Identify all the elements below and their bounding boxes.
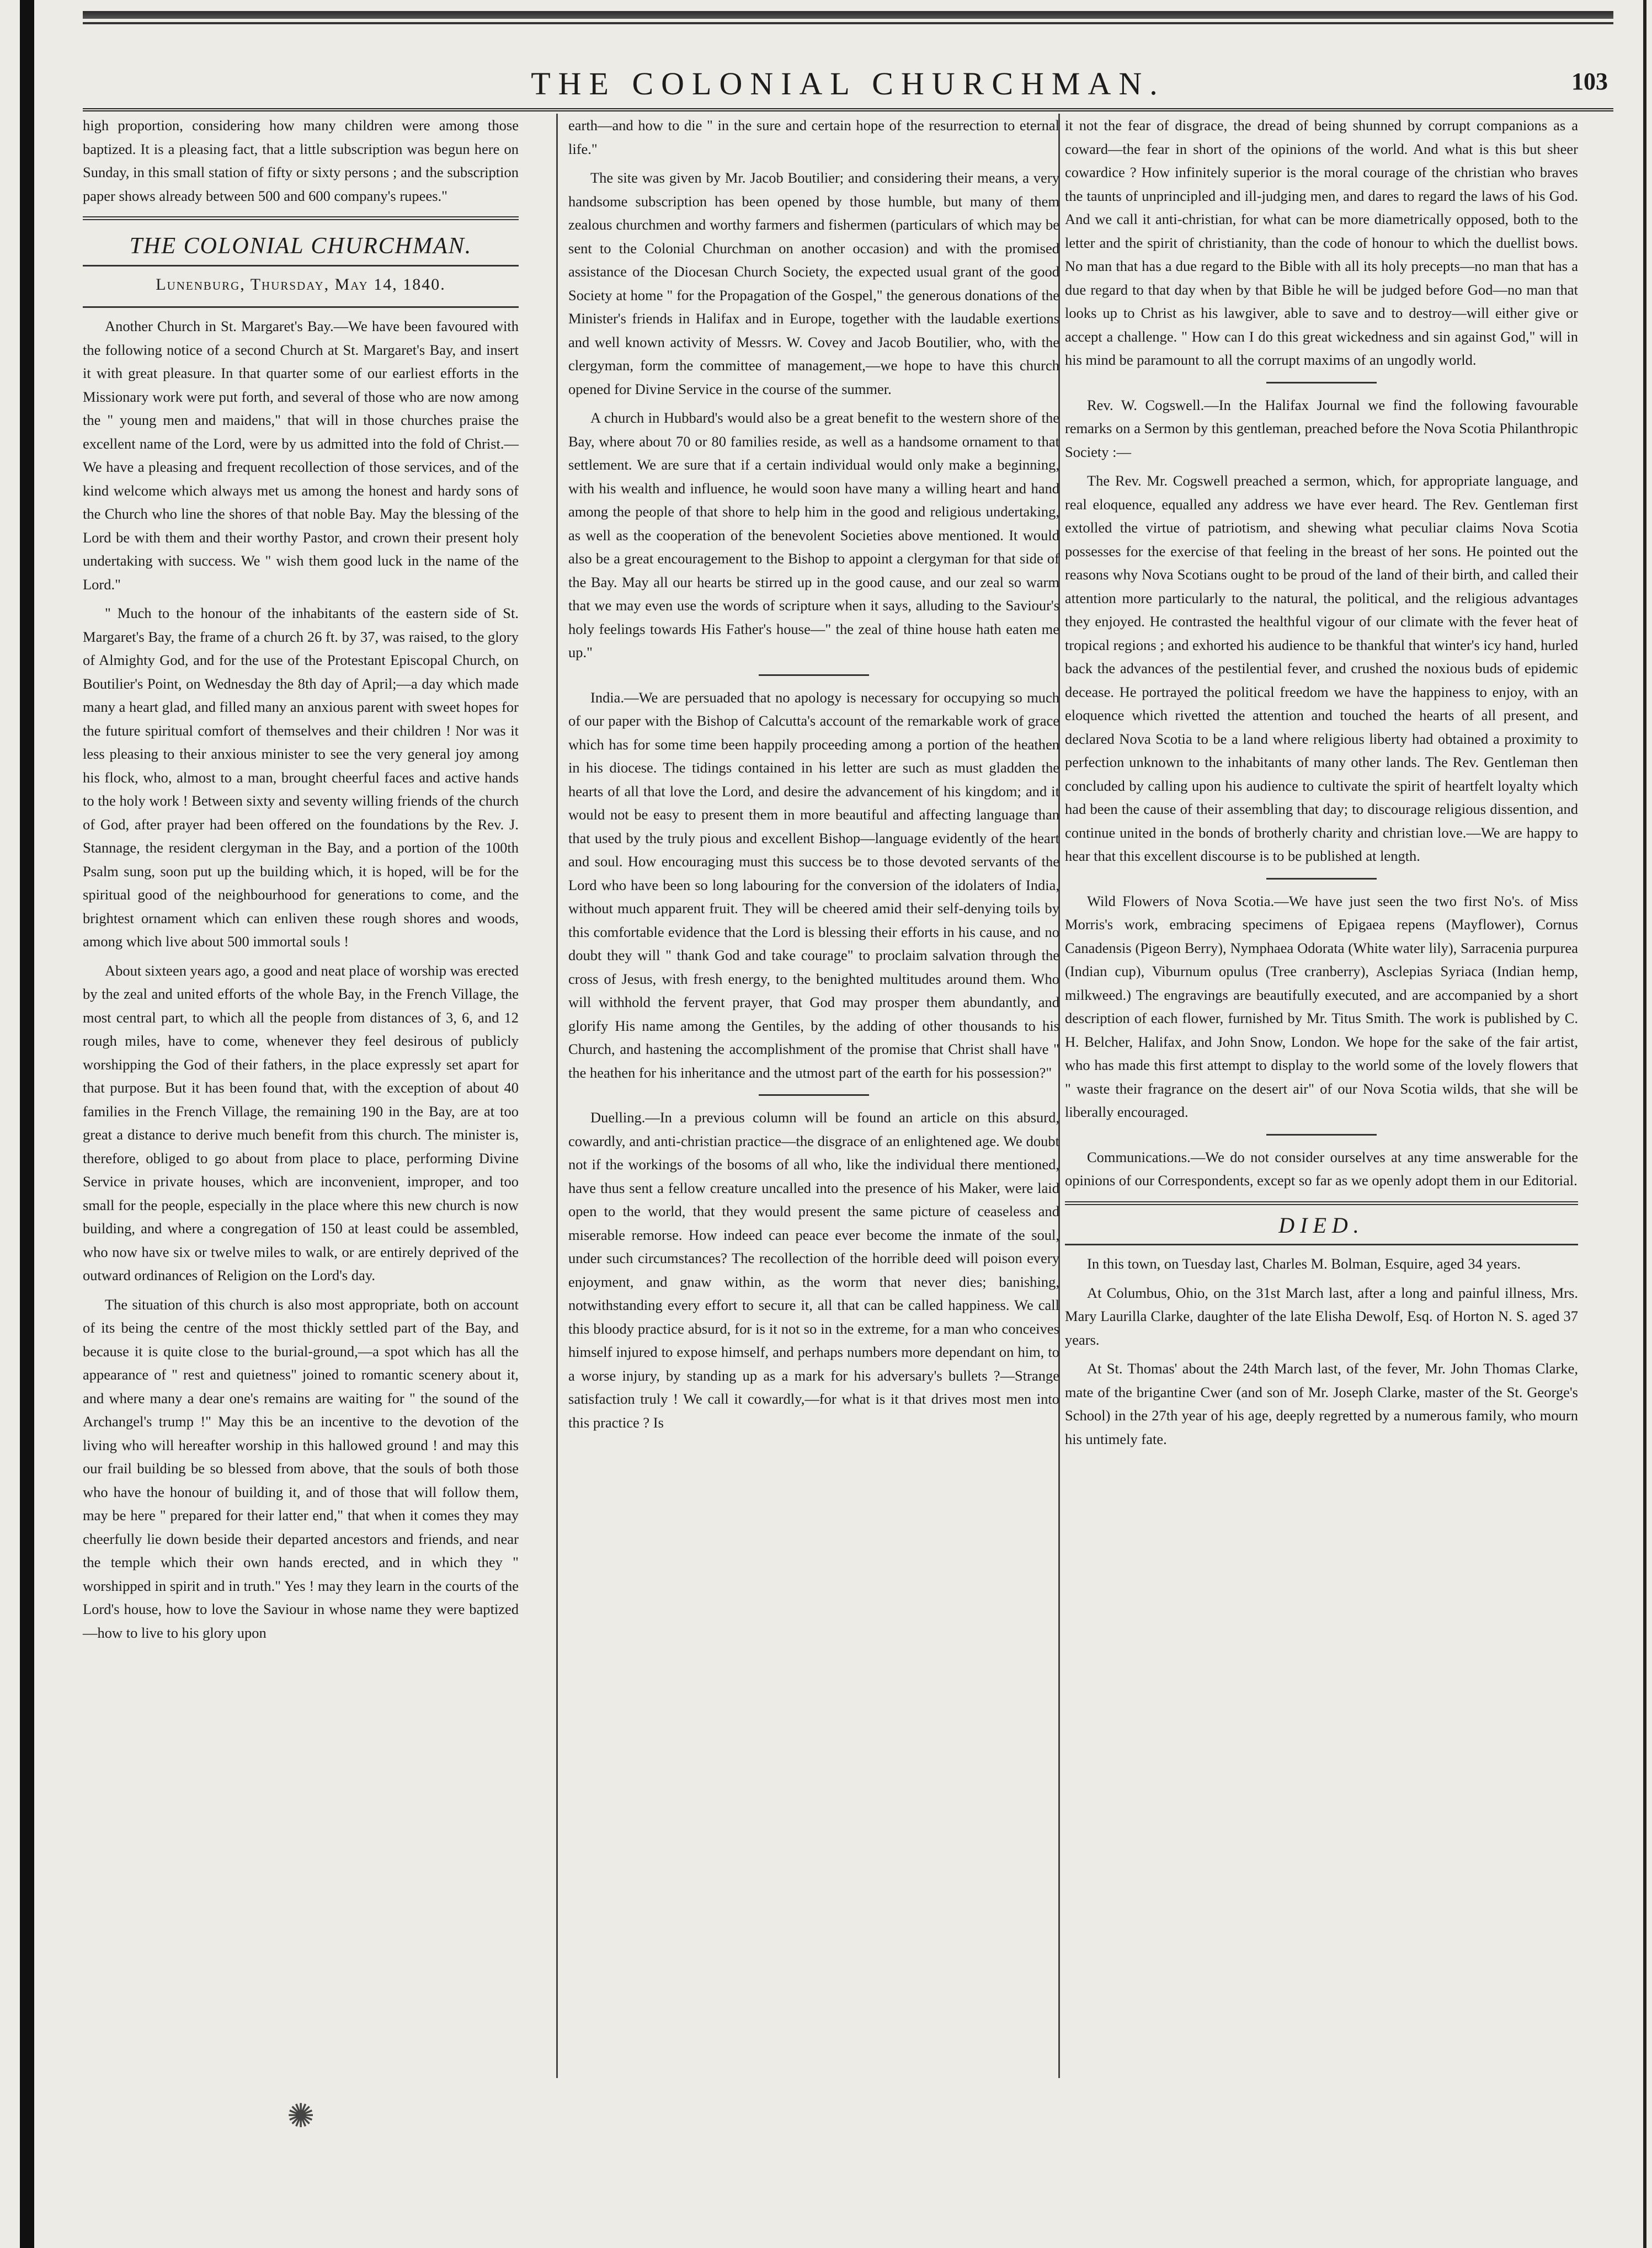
divider [1266, 382, 1377, 383]
article-continuation: high proportion, considering how many children were among those baptized. It is a pleasing fact, that a little subscription was begun here on Sunday, in this small station of fifty or sixty persons ; and the subscription paper shows already between 500 and 600 company's rupees." [83, 117, 519, 204]
editorial-masthead: THE COLONIAL CHURCHMAN. [129, 233, 472, 259]
top-ornament-rule [83, 11, 1613, 19]
article-paragraph: it not the fear of disgrace, the dread of being shunned by corrupt companions as a coward—the fear in short of the opinions of the world. And what is this but sheer cowardice ? How infinitely superior is the moral courage of the christian who braves the taunts of unprincipled and ill-judging men, and dares to regard the laws of his God. And we call it anti-christian, for what can be more diametrically opposed, both to the letter and the spirit of christianity, than the code of honour to which the duellist bows. No man that has a due regard to the Bible with all its holy precepts—no man that has a due regard to that day when by that Bible he will be judged before God—no man that looks up to Christ as his lawgiver, able to save and to destroy—will either give or accept a challenge. " How can I do this great wickedness and sin against God," will in his mind be paramount to all the corrupt maxims of an ungodly world. [1065, 117, 1578, 368]
obituary: At St. Thomas' about the 24th March last, of the fever, Mr. John Thomas Clarke, mate of the brigantine Cwer (and son of Mr. Joseph Clarke, master of the St. George's School) in the 27th year of his age, deeply regretted by a numerous family, who mourn his untimely fate. [1065, 1360, 1578, 1447]
divider [1065, 1201, 1578, 1205]
divider [83, 306, 519, 308]
top-thin-rule [83, 22, 1613, 24]
article-cogswell: Rev. W. Cogswell.—In the Halifax Journal we find the following favourable remarks on a Sermon by this gentleman, preached before the Nova Scotia Philanthropic Society :— [1065, 396, 1578, 460]
article-paragraph: earth—and how to die " in the sure and certain hope of the resurrection to eternal life." [568, 117, 1059, 157]
divider [759, 1094, 869, 1096]
article-wild-flowers: Wild Flowers of Nova Scotia.—We have just seen the two first No's. of Miss Morris's work, embracing specimens of Epigaea repens (Mayflower), Cornus Canadensis (Pigeon Berry), Nymphaea Odorata (White water lily), Sarracenia purpurea (Indian cup), Viburnum opulus (Tree cranberry), Asclepias Syriaca (Indian hemp, milkweed.) The engravings are beautifully executed, and are accompanied by a short description of each flower, furnished by Mr. Titus Smith. The work is published by C. H. Belcher, Halifax, and John Snow, London. We hope for the sake of the fair artist, who has made this first attempt to display to the world some of the lovely flowers that " waste their fragrance on the desert air" of our Nova Scotia wilds, that she will be liberally encouraged. [1065, 892, 1578, 1120]
article-paragraph: " Much to the honour of the inhabitants of the eastern side of St. Margaret's Bay, the frame of a church 26 ft. by 37, was raised, to the glory of Almighty God, and for the use of the Protestant Episcopal Church, on Boutilier's Point, on Wednesday the 8th day of April;—a day which made many a heart glad, and filled many an anxious parent with sweet hopes for the future spiritual comfort of themselves and their children ! Nor was it less pleasing to their anxious minister to see the very general joy among his flock, who, almost to a man, brought cheerful faces and active hands to the holy work ! Between sixty and seventy willing friends of the church of God, after prayer had been offered on the foundations by the Rev. J. Stannage, the resident clergyman in the Bay, and a portion of the 100th Psalm sung, soon put up the building which, it is hoped, will be for the spiritual good of the neighbourhood for generations to come, and the brightest ornament which can enliven these rough shores and woods, among which live about 500 immortal souls ! [83, 605, 519, 950]
article-communications: Communications.—We do not consider ourselves at any time answerable for the opinions of our Correspondents, except so far as we openly adopt them in our Editorial. [1065, 1148, 1578, 1189]
obituary: At Columbus, Ohio, on the 31st March last, after a long and painful illness, Mrs. Mary Laurilla Clarke, daughter of the late Elisha Dewolf, Esq. of Horton N. S. aged 37 years. [1065, 1284, 1578, 1348]
article-paragraph: About sixteen years ago, a good and neat place of worship was erected by the zeal and united efforts of the whole Bay, in the French Village, the most central part, to which all the people from distances of 3, 6, and 12 rough miles, have to come, whenever they feel desirous of publicly worshipping the God of their fathers, in the place expressly set apart for that purpose. But it has been found that, with the exception of about 40 families in the French Village, the remaining 190 in the Bay, are at too great a distance to derive much benefit from this church. The minister is, therefore, obliged to go about from place to place, performing Divine Service in private houses, which are inconvenient, improper, and too small for the people, especially in the place where this new church is now building, and where a congregation of 150 at least could be assembled, who now have six or twelve miles to walk, or are entirely deprived of the outward ordinances of Religion on the Lord's day. [83, 962, 519, 1283]
divider [1266, 1134, 1377, 1136]
page-header [83, 62, 1613, 111]
obituary: In this town, on Tuesday last, Charles M. Bolman, Esquire, aged 34 years. [1087, 1255, 1521, 1272]
column-2 [568, 114, 1059, 1440]
article-paragraph: A church in Hubbard's would also be a great benefit to the western shore of the Bay, where about 70 or 80 families reside, as well as a handsome ornament to that settlement. We are sure that if a certain individual would only make a beginning, with his wealth and influence, he would soon have many a willing heart and hand among the people of that shore to help him in the good and religious undertaking, as well as the cooperation of the benevolent Societies above mentioned. It would also be a great encouragement to the Bishop to appoint a clergyman for that side of the Bay. May all our hearts be stirred up in the good cause, and our zeal so warm that we may even use the words of scripture when it says, alluding to the Saviour's holy feelings towards His Father's house—" the zeal of thine house hath eaten me up." [568, 409, 1059, 660]
binding-spine [20, 0, 34, 2248]
article-paragraph: The site was given by Mr. Jacob Boutilier; and considering their means, a very handsome subscription has been opened by those humble, but many of them zealous churchmen and worthy farmers and fishermen (particulars of which may be sent to the Colonial Churchman on another occasion) and with the promised assistance of the Diocesan Church Society, the expected usual grant of the good Society at home " for the Propagation of the Gospel," the generous donations of the Minister's friends in Halifax and in Europe, together with the laudable exertions and well known activity of Messrs. W. Covey and Jacob Boutilier, who, with the clergyman, form the committee of management,—we hope to have this church opened for Divine Service in the course of the summer. [568, 169, 1059, 397]
column-divider-1 [556, 114, 558, 2078]
article-paragraph: The Rev. Mr. Cogswell preached a sermon, which, for appropriate language, and real eloquence, equalled any address we have ever heard. The Rev. Gentleman first extolled the virtue of patriotism, and shewing what peculiar claims Nova Scotia possesses for the exercise of that feeling in the breast of her sons. He pointed out the reasons why Nova Scotians ought to be proud of the land of their birth, and called their attention more particularly to the natural, the political, and the religious advantages they enjoyed. He contrasted the healthful vigour of our climate with the fever heat of tropical regions ; and exhorted his audience to be thankful that winter's icy hand, hurled back the advances of the pestilential fever, and crushed the noxious buds of epidemic decease. He portrayed the political freedom we have the happiness to enjoy, with an eloquence which rivetted the attention and touched the hearts of all present, and declared Nova Scotia to be a land where religious liberty had obtained a proximity to perfection unknown to the inhabitants of many other lands. The Rev. Gentleman then concluded by calling upon his audience to cultivate the spirit of heartfelt loyalty which had been the cause of their assembling that day; to discourage religious dissention, and continue united in the bonds of brotherly charity and christian love.—We are happy to hear that this excellent discourse is to be published at length. [1065, 472, 1578, 864]
newspaper-title: THE COLONIAL CHURCHMAN. [531, 66, 1165, 102]
divider [83, 265, 519, 267]
divider [759, 674, 869, 676]
died-heading: DIED. [1278, 1212, 1365, 1238]
column-1 [83, 114, 519, 1650]
divider [1065, 1244, 1578, 1245]
dateline: Lunenburg, Thursday, May 14, 1840. [156, 275, 446, 294]
article-duelling: Duelling.—In a previous column will be found an article on this absurd, cowardly, and anti-christian practice—the disgrace of an enlightened age. We doubt not if the workings of the bosoms of all who, like the individual there mentioned, have thus sent a fellow creature uncalled into the presence of his Maker, were laid open to the world, that they would present the same picture of ceaseless and miserable remorse. How indeed can peace ever become the inmate of the soul, under such circumstances? The recollection of the horrible deed will poison every enjoyment, and gnaw within, as the worm that never dies; banishing, notwithstanding every effort to secure it, all that can be called happiness. We call this bloody practice absurd, for is it not so in the extreme, for a man who conceives himself injured to expose himself, and perhaps numbers more dependant on him, to a worse injury, by standing up as a mark for his adversary's bullets ?—Strange satisfaction truly ! We call it cowardly,—for what is it that drives most men into this practice ? Is [568, 1109, 1059, 1431]
divider [1266, 878, 1377, 880]
article-india: India.—We are persuaded that no apology is necessary for occupying so much of our paper with the Bishop of Calcutta's account of the remarkable work of grace which has for some time been happily proceeding among a portion of the heathen in his diocese. The tidings contained in his letter are such as must gladden the hearts of all that love the Lord, and desire the advancement of his kingdom; and it would not be easy to present them in more beautiful and affecting language than that used by the truly pious and excellent Bishop—language evidently of the heart and soul. How encouraging must this success be to those devoted servants of the Lord who have been so long labouring for the conversion of the idolaters of India, without much apparent fruit. They will be cheered amid their self-denying toils by this comfortable evidence that the Lord is blessing their efforts in his cause, and no doubt they will " thank God and take courage" to proclaim salvation through the cross of Jesus, with fresh energy, to the benighted multitudes around them. Who will withhold the fervent prayer, that God may prosper them abundantly, and glorify His name among the Gentiles, by the adding of other thousands to his Church, and hastening the accomplishment of the promise that Christ shall have " the heathen for his inheritance and the utmost part of the earth for his possession?" [568, 689, 1059, 1081]
page-edge [1643, 0, 1646, 2248]
column-3 [1065, 114, 1578, 1456]
ink-blot-icon: ✺ [287, 2098, 315, 2134]
article-paragraph: The situation of this church is also most appropriate, both on account of its being the centre of the most thickly settled part of the Bay, and because it is quite close to the burial-ground,—a spot which has all the appearance of " rest and quietness" joined to romantic scenery about it, and where many a dear one's remains are waiting for " the sound of the Archangel's trump !" May this be an incentive to the devotion of the living who will hereafter worship in this hallowed ground ! and may this our frail building be so blessed from above, that the souls of both those who have the honour of building it, and of those that will follow them, may be here " prepared for their latter end," that when it comes they may cheerfully lie down beside their departed ancestors and friends, and near the temple which their own hands erected, and in which they " worshipped in spirit and in truth." Yes ! may they learn in the courts of the Lord's house, how to love the Saviour in whose name they were baptized—how to live to his glory upon [83, 1296, 519, 1641]
divider [83, 216, 519, 220]
article-paragraph: Another Church in St. Margaret's Bay.—We have been favoured with the following notice of a second Church at St. Margaret's Bay, and insert it with great pleasure. In that quarter some of our earliest efforts in the Missionary work were put forth, and several of those who are now among the " young men and maidens," that will in those churches praise the excellent name of the Lord, were by us admitted into the fold of Christ.—We have a pleasing and frequent recollection of those services, and of the kind welcome which always met us among the honest and hardy sons of the Church who line the shores of that noble Bay. May the blessing of the Lord be with them and their worthy Pastor, and crown their present holy undertaking with success. We " wish them good luck in the name of the Lord." [83, 318, 519, 593]
page-number: 103 [1571, 68, 1608, 95]
